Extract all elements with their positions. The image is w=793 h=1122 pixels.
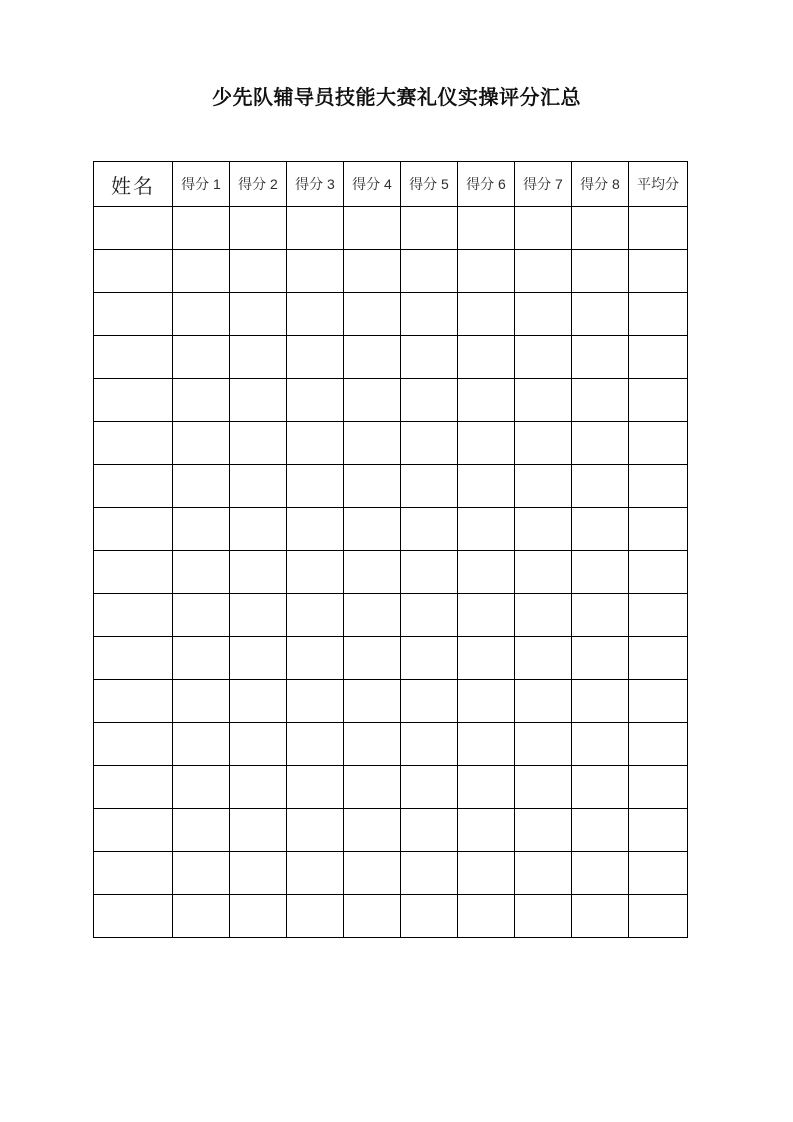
- table-cell: [458, 379, 515, 422]
- table-row: [94, 895, 688, 938]
- column-header-score-3: 得分 3: [287, 162, 344, 207]
- table-cell: [572, 250, 629, 293]
- table-cell: [458, 293, 515, 336]
- table-cell: [572, 207, 629, 250]
- table-cell: [401, 723, 458, 766]
- table-cell: [230, 207, 287, 250]
- table-cell: [287, 680, 344, 723]
- table-cell: [344, 551, 401, 594]
- table-cell: [629, 379, 688, 422]
- table-cell: [287, 336, 344, 379]
- table-cell: [572, 508, 629, 551]
- table-cell: [173, 852, 230, 895]
- table-row: [94, 379, 688, 422]
- table-cell: [401, 293, 458, 336]
- table-cell: [344, 379, 401, 422]
- table-cell: [401, 680, 458, 723]
- table-cell: [173, 250, 230, 293]
- table-cell: [230, 551, 287, 594]
- table-cell: [458, 637, 515, 680]
- table-cell: [629, 895, 688, 938]
- table-cell: [173, 465, 230, 508]
- table-cell: [230, 293, 287, 336]
- table-cell: [401, 379, 458, 422]
- table-cell: [287, 422, 344, 465]
- table-cell: [287, 379, 344, 422]
- table-cell: [515, 379, 572, 422]
- table-cell: [572, 852, 629, 895]
- table-cell: [94, 336, 173, 379]
- table-cell: [230, 465, 287, 508]
- table-cell: [515, 766, 572, 809]
- table-cell: [458, 336, 515, 379]
- table-cell: [344, 508, 401, 551]
- table-cell: [629, 809, 688, 852]
- table-cell: [572, 766, 629, 809]
- table-row: [94, 723, 688, 766]
- table-cell: [230, 680, 287, 723]
- table-cell: [458, 594, 515, 637]
- table-cell: [401, 250, 458, 293]
- table-cell: [94, 207, 173, 250]
- table-cell: [173, 207, 230, 250]
- table-cell: [287, 766, 344, 809]
- table-cell: [344, 293, 401, 336]
- table-cell: [572, 680, 629, 723]
- table-cell: [629, 508, 688, 551]
- table-cell: [401, 508, 458, 551]
- table-cell: [287, 551, 344, 594]
- table-cell: [94, 809, 173, 852]
- table-cell: [458, 895, 515, 938]
- table-cell: [629, 637, 688, 680]
- table-cell: [458, 680, 515, 723]
- table-cell: [458, 723, 515, 766]
- score-table: [93, 161, 688, 938]
- column-header-score-7: 得分 7: [515, 162, 572, 207]
- table-cell: [515, 508, 572, 551]
- table-cell: [458, 809, 515, 852]
- table-cell: [515, 680, 572, 723]
- table-cell: [515, 250, 572, 293]
- table-cell: [230, 422, 287, 465]
- table-cell: [401, 207, 458, 250]
- table-cell: [230, 379, 287, 422]
- table-cell: [287, 293, 344, 336]
- table-cell: [344, 422, 401, 465]
- table-cell: [173, 422, 230, 465]
- table-cell: [94, 594, 173, 637]
- table-cell: [458, 852, 515, 895]
- table-cell: [458, 766, 515, 809]
- table-cell: [94, 680, 173, 723]
- table-cell: [173, 637, 230, 680]
- table-cell: [344, 809, 401, 852]
- table-cell: [344, 207, 401, 250]
- table-cell: [458, 465, 515, 508]
- table-cell: [629, 723, 688, 766]
- table-cell: [230, 852, 287, 895]
- table-cell: [401, 336, 458, 379]
- table-cell: [515, 809, 572, 852]
- table-cell: [173, 551, 230, 594]
- table-cell: [458, 551, 515, 594]
- table-row: [94, 766, 688, 809]
- table-cell: [287, 637, 344, 680]
- table-cell: [572, 551, 629, 594]
- table-cell: [344, 594, 401, 637]
- table-cell: [344, 723, 401, 766]
- table-cell: [401, 637, 458, 680]
- table-cell: [94, 422, 173, 465]
- table-cell: [173, 766, 230, 809]
- table-cell: [230, 766, 287, 809]
- table-cell: [230, 336, 287, 379]
- table-cell: [173, 379, 230, 422]
- table-cell: [572, 723, 629, 766]
- table-cell: [629, 766, 688, 809]
- page-title: 少先队辅导员技能大赛礼仪实操评分汇总: [212, 87, 581, 109]
- table-cell: [515, 852, 572, 895]
- table-cell: [629, 465, 688, 508]
- table-row: [94, 465, 688, 508]
- table-body: [94, 207, 688, 938]
- table-cell: [629, 207, 688, 250]
- table-cell: [572, 422, 629, 465]
- table-cell: [94, 508, 173, 551]
- table-cell: [173, 293, 230, 336]
- table-cell: [515, 551, 572, 594]
- table-cell: [515, 465, 572, 508]
- table-row: [94, 852, 688, 895]
- table-row: [94, 637, 688, 680]
- table-cell: [515, 293, 572, 336]
- table-cell: [94, 852, 173, 895]
- table-cell: [287, 895, 344, 938]
- table-cell: [572, 465, 629, 508]
- table-cell: [344, 637, 401, 680]
- table-cell: [287, 852, 344, 895]
- table-cell: [173, 809, 230, 852]
- table-cell: [94, 895, 173, 938]
- table-row: [94, 594, 688, 637]
- table-cell: [629, 594, 688, 637]
- table-cell: [515, 723, 572, 766]
- table-cell: [287, 207, 344, 250]
- table-cell: [572, 809, 629, 852]
- table-cell: [173, 680, 230, 723]
- table-row: [94, 680, 688, 723]
- table-cell: [344, 852, 401, 895]
- table-cell: [287, 250, 344, 293]
- table-cell: [572, 637, 629, 680]
- table-cell: [629, 250, 688, 293]
- table-cell: [344, 250, 401, 293]
- table-cell: [94, 465, 173, 508]
- table-cell: [230, 809, 287, 852]
- table-row: [94, 207, 688, 250]
- table-cell: [344, 336, 401, 379]
- table-cell: [515, 336, 572, 379]
- table-cell: [230, 508, 287, 551]
- table-row: [94, 551, 688, 594]
- table-cell: [94, 766, 173, 809]
- table-cell: [629, 551, 688, 594]
- table-cell: [173, 895, 230, 938]
- table-cell: [94, 551, 173, 594]
- table-row: [94, 809, 688, 852]
- table-cell: [230, 895, 287, 938]
- table-cell: [230, 594, 287, 637]
- table-cell: [458, 508, 515, 551]
- table-cell: [230, 723, 287, 766]
- table-cell: [94, 293, 173, 336]
- table-cell: [629, 680, 688, 723]
- column-header-average: 平均分: [629, 162, 688, 207]
- table-cell: [572, 594, 629, 637]
- table-cell: [515, 422, 572, 465]
- column-header-score-8: 得分 8: [572, 162, 629, 207]
- table-cell: [572, 336, 629, 379]
- table-cell: [94, 723, 173, 766]
- table-cell: [572, 895, 629, 938]
- table-cell: [629, 852, 688, 895]
- table-cell: [230, 250, 287, 293]
- table-cell: [173, 723, 230, 766]
- table-cell: [401, 465, 458, 508]
- table-cell: [94, 250, 173, 293]
- table-cell: [458, 207, 515, 250]
- table-cell: [173, 594, 230, 637]
- table-cell: [515, 594, 572, 637]
- table-cell: [629, 293, 688, 336]
- table-cell: [401, 809, 458, 852]
- table-cell: [401, 852, 458, 895]
- table-cell: [94, 637, 173, 680]
- table-cell: [629, 336, 688, 379]
- column-header-score-6: 得分 6: [458, 162, 515, 207]
- table-cell: [458, 250, 515, 293]
- table-cell: [401, 766, 458, 809]
- table-cell: [629, 422, 688, 465]
- table-cell: [344, 766, 401, 809]
- table-cell: [287, 723, 344, 766]
- table-cell: [287, 594, 344, 637]
- table-cell: [230, 637, 287, 680]
- table-cell: [401, 895, 458, 938]
- header-row: [94, 162, 688, 207]
- table-cell: [515, 637, 572, 680]
- column-header-score-5: 得分 5: [401, 162, 458, 207]
- table-cell: [94, 379, 173, 422]
- table-cell: [344, 895, 401, 938]
- table-cell: [287, 508, 344, 551]
- column-header-score-4: 得分 4: [344, 162, 401, 207]
- column-header-score-1: 得分 1: [173, 162, 230, 207]
- table-cell: [173, 508, 230, 551]
- table-row: [94, 336, 688, 379]
- table-cell: [572, 293, 629, 336]
- table-cell: [458, 422, 515, 465]
- table-row: [94, 508, 688, 551]
- table-cell: [344, 680, 401, 723]
- table-cell: [515, 895, 572, 938]
- table-cell: [401, 594, 458, 637]
- table-cell: [401, 422, 458, 465]
- column-header-name: 姓名: [94, 162, 173, 207]
- table-cell: [344, 465, 401, 508]
- table-cell: [287, 809, 344, 852]
- table-cell: [287, 465, 344, 508]
- table-cell: [515, 207, 572, 250]
- table-row: [94, 422, 688, 465]
- column-header-score-2: 得分 2: [230, 162, 287, 207]
- table-cell: [572, 379, 629, 422]
- table-cell: [401, 551, 458, 594]
- table-cell: [173, 336, 230, 379]
- table-row: [94, 293, 688, 336]
- table-row: [94, 250, 688, 293]
